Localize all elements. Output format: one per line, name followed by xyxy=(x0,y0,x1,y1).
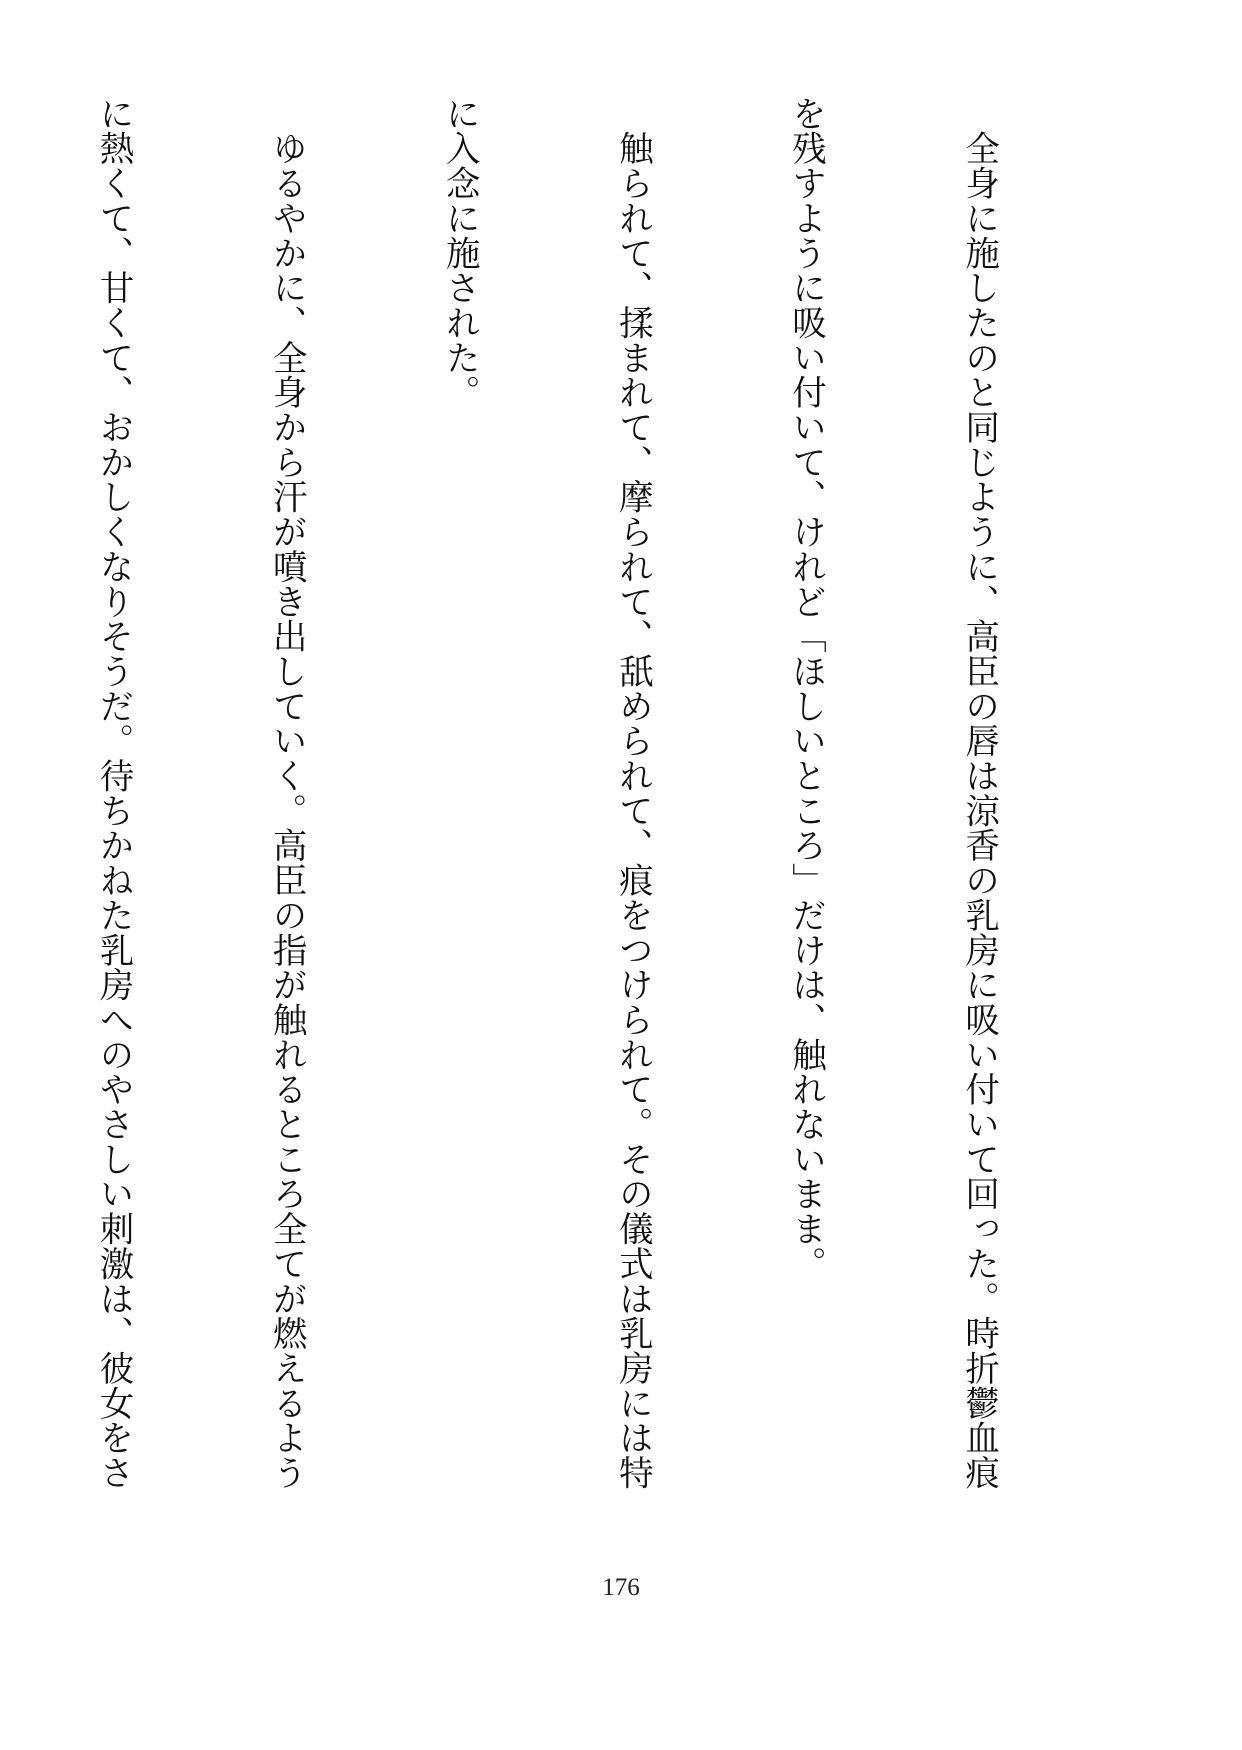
page-number: 176 xyxy=(602,1574,640,1601)
text-line: に入念に施された。 xyxy=(439,96,480,410)
text-line: を残すように吸い付いて、けれど「ほしいところ」だけは、触れないまま。 xyxy=(785,96,826,1281)
text-line: 触られて、揉まれて、摩られて、舐められて、痕をつけられて。その儀式は乳房には特 xyxy=(612,96,653,1490)
text-line: ゆるやかに、全身から汗が噴き出していく。高臣の指が触れるところ全てが燃えるよう xyxy=(266,96,307,1490)
text-line: 全身に施したのと同じように、高臣の唇は涼香の乳房に吸い付いて回った。時折鬱血痕 xyxy=(958,96,999,1490)
vertical-text-body xyxy=(93,96,1122,1506)
text-line: に熱くて、甘くて、おかしくなりそうだ。待ちかねた乳房へのやさしい刺激は、彼女をさ xyxy=(93,96,134,1490)
